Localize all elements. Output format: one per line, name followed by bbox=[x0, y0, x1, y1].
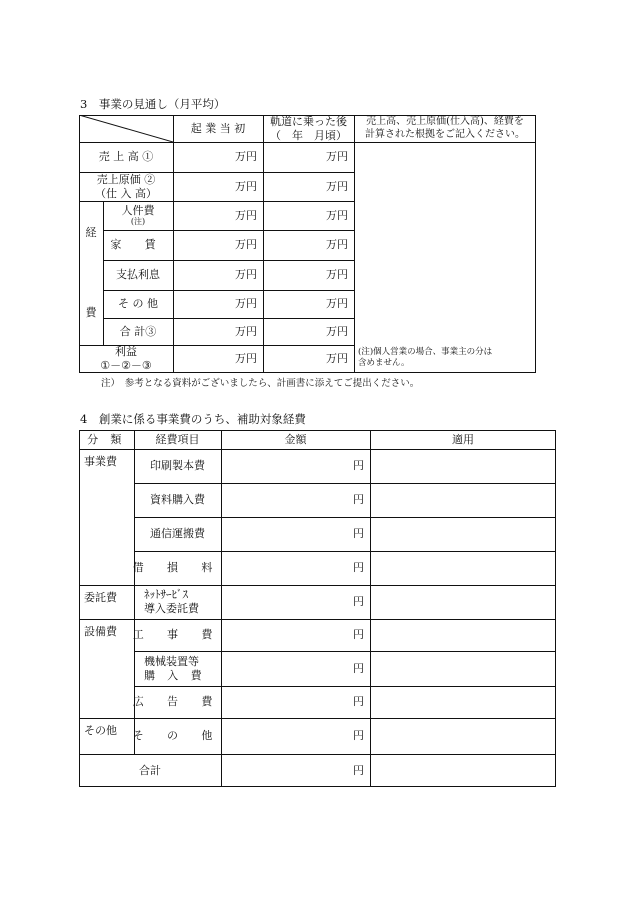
amount-construction[interactable]: 円 bbox=[353, 628, 364, 642]
col-header-basis-line1: 売上高、売上原価(仕入高)、経費を bbox=[366, 116, 524, 127]
row-interest-label: 支払利息 bbox=[116, 268, 160, 282]
row-total-label: 合 計③ bbox=[119, 324, 157, 338]
section3-title: 3 事業の見通し（月平均） bbox=[80, 97, 226, 111]
remarks-construction[interactable] bbox=[370, 619, 556, 651]
row-rent-text: 家 賃 bbox=[110, 238, 166, 252]
remarks-communication[interactable] bbox=[370, 517, 556, 551]
remarks-total[interactable] bbox=[370, 754, 556, 787]
item-advertising bbox=[134, 686, 221, 718]
item-rental bbox=[134, 551, 221, 585]
amount-other[interactable]: 円 bbox=[353, 729, 364, 743]
col-header-basis-line2: 計算された根拠をご記入ください。 bbox=[365, 128, 525, 140]
profit-ontrack-unit[interactable]: 万円 bbox=[326, 352, 348, 366]
cost-ontrack-unit[interactable]: 万円 bbox=[326, 179, 348, 193]
personnel-start-unit[interactable]: 万円 bbox=[235, 208, 257, 222]
section3-footnote: 注） 参考となる資料がございましたら、計画書に添えてご提出ください。 bbox=[101, 378, 420, 389]
row-personnel-text: 人件費 bbox=[121, 203, 155, 217]
category-other: その他 bbox=[84, 724, 117, 737]
row-profit-line1: 利益 bbox=[115, 345, 137, 359]
item-construction-text: 工 事 費 bbox=[132, 628, 223, 642]
item-other-text: そ の 他 bbox=[132, 729, 223, 743]
other-start-unit[interactable]: 万円 bbox=[235, 297, 257, 311]
section4-title: 4 創業に係る事業費のうち、補助対象経費 bbox=[80, 412, 306, 426]
rent-start-unit[interactable]: 万円 bbox=[235, 238, 257, 252]
item-materials: 資料購入費 bbox=[150, 493, 205, 507]
col-header-start: 起 業 当 初 bbox=[190, 121, 246, 135]
remarks-rental[interactable] bbox=[370, 551, 556, 585]
amount-total[interactable]: 円 bbox=[353, 763, 364, 777]
remarks-advertising[interactable] bbox=[370, 686, 556, 718]
header-category bbox=[79, 430, 134, 449]
col-header-on-track-line2: （ 年 月頃） bbox=[270, 128, 347, 142]
item-construction bbox=[134, 619, 221, 651]
sales-start-unit[interactable]: 万円 bbox=[235, 150, 257, 164]
amount-net-service[interactable]: 円 bbox=[353, 595, 364, 609]
amount-printing[interactable]: 円 bbox=[353, 459, 364, 473]
remarks-net-service[interactable] bbox=[370, 585, 556, 619]
sales-ontrack-unit[interactable]: 万円 bbox=[326, 150, 348, 164]
item-machinery-line1: 機械装置等 bbox=[144, 654, 199, 668]
basis-note bbox=[358, 347, 492, 369]
interest-ontrack-unit[interactable]: 万円 bbox=[326, 268, 348, 282]
col-header-on-track-line1: 軌道に乗った後 bbox=[270, 114, 347, 128]
amount-advertising[interactable]: 円 bbox=[353, 695, 364, 709]
col-header-basis bbox=[354, 115, 536, 142]
header-diagonal bbox=[79, 115, 173, 142]
basis-input-area[interactable] bbox=[354, 142, 536, 345]
item-net-service-line1: ﾈｯﾄｻｰﾋﾞｽ bbox=[144, 588, 188, 602]
expense-group-label-2: 費 bbox=[85, 306, 97, 320]
basis-note-line2: 含めません。 bbox=[358, 358, 410, 369]
item-net-service-line2: 導入委託費 bbox=[144, 602, 199, 615]
total-label: 合計 bbox=[139, 763, 161, 777]
item-rental-text: 借 損 料 bbox=[132, 561, 223, 575]
amount-materials[interactable]: 円 bbox=[353, 493, 364, 507]
other-ontrack-unit[interactable]: 万円 bbox=[326, 297, 348, 311]
item-machinery-line2: 購 入 費 bbox=[144, 668, 206, 682]
header-category-text: 分 類 bbox=[87, 432, 126, 446]
item-other bbox=[134, 718, 221, 754]
row-sales-label: 売 上 高 ① bbox=[98, 150, 154, 164]
header-remarks: 適用 bbox=[452, 432, 474, 446]
total-ontrack-unit[interactable]: 万円 bbox=[326, 324, 348, 338]
remarks-materials[interactable] bbox=[370, 483, 556, 517]
row-cost-line1: 売上原価 ② bbox=[96, 172, 156, 186]
item-communication: 通信運搬費 bbox=[150, 527, 205, 541]
amount-machinery[interactable]: 円 bbox=[353, 661, 364, 675]
header-item: 経費項目 bbox=[155, 432, 200, 446]
row-personnel-label bbox=[103, 201, 173, 230]
row-rent-label bbox=[103, 230, 173, 260]
category-outsourcing: 委託費 bbox=[84, 591, 117, 604]
interest-start-unit[interactable]: 万円 bbox=[235, 268, 257, 282]
row-cost-label bbox=[79, 172, 173, 201]
item-net-service bbox=[134, 585, 221, 619]
rent-ontrack-unit[interactable]: 万円 bbox=[326, 238, 348, 252]
row-profit-label bbox=[79, 345, 173, 373]
item-machinery bbox=[134, 651, 221, 686]
category-equipment: 設備費 bbox=[84, 625, 117, 638]
personnel-ontrack-unit[interactable]: 万円 bbox=[326, 208, 348, 222]
amount-rental[interactable]: 円 bbox=[353, 561, 364, 575]
category-business: 事業費 bbox=[84, 455, 117, 468]
profit-start-unit[interactable]: 万円 bbox=[235, 352, 257, 366]
row-other-label: そ の 他 bbox=[118, 297, 158, 311]
basis-note-line1: (注)個人営業の場合、事業主の分は bbox=[358, 347, 493, 357]
amount-communication[interactable]: 円 bbox=[353, 527, 364, 541]
remarks-printing[interactable] bbox=[370, 449, 556, 483]
remarks-machinery[interactable] bbox=[370, 651, 556, 686]
item-printing: 印刷製本費 bbox=[150, 459, 205, 473]
remarks-other[interactable] bbox=[370, 718, 556, 754]
item-advertising-text: 広 告 費 bbox=[132, 695, 223, 709]
row-personnel-note: (注) bbox=[130, 217, 146, 227]
expense-group-label-1: 経 bbox=[85, 226, 97, 240]
cost-start-unit[interactable]: 万円 bbox=[235, 179, 257, 193]
header-amount: 金額 bbox=[284, 432, 307, 446]
total-start-unit[interactable]: 万円 bbox=[235, 324, 257, 338]
col-header-on-track bbox=[263, 115, 354, 142]
row-cost-line2: （仕 入 高） bbox=[95, 186, 157, 200]
row-profit-line2: ①－②－③ bbox=[100, 359, 152, 372]
